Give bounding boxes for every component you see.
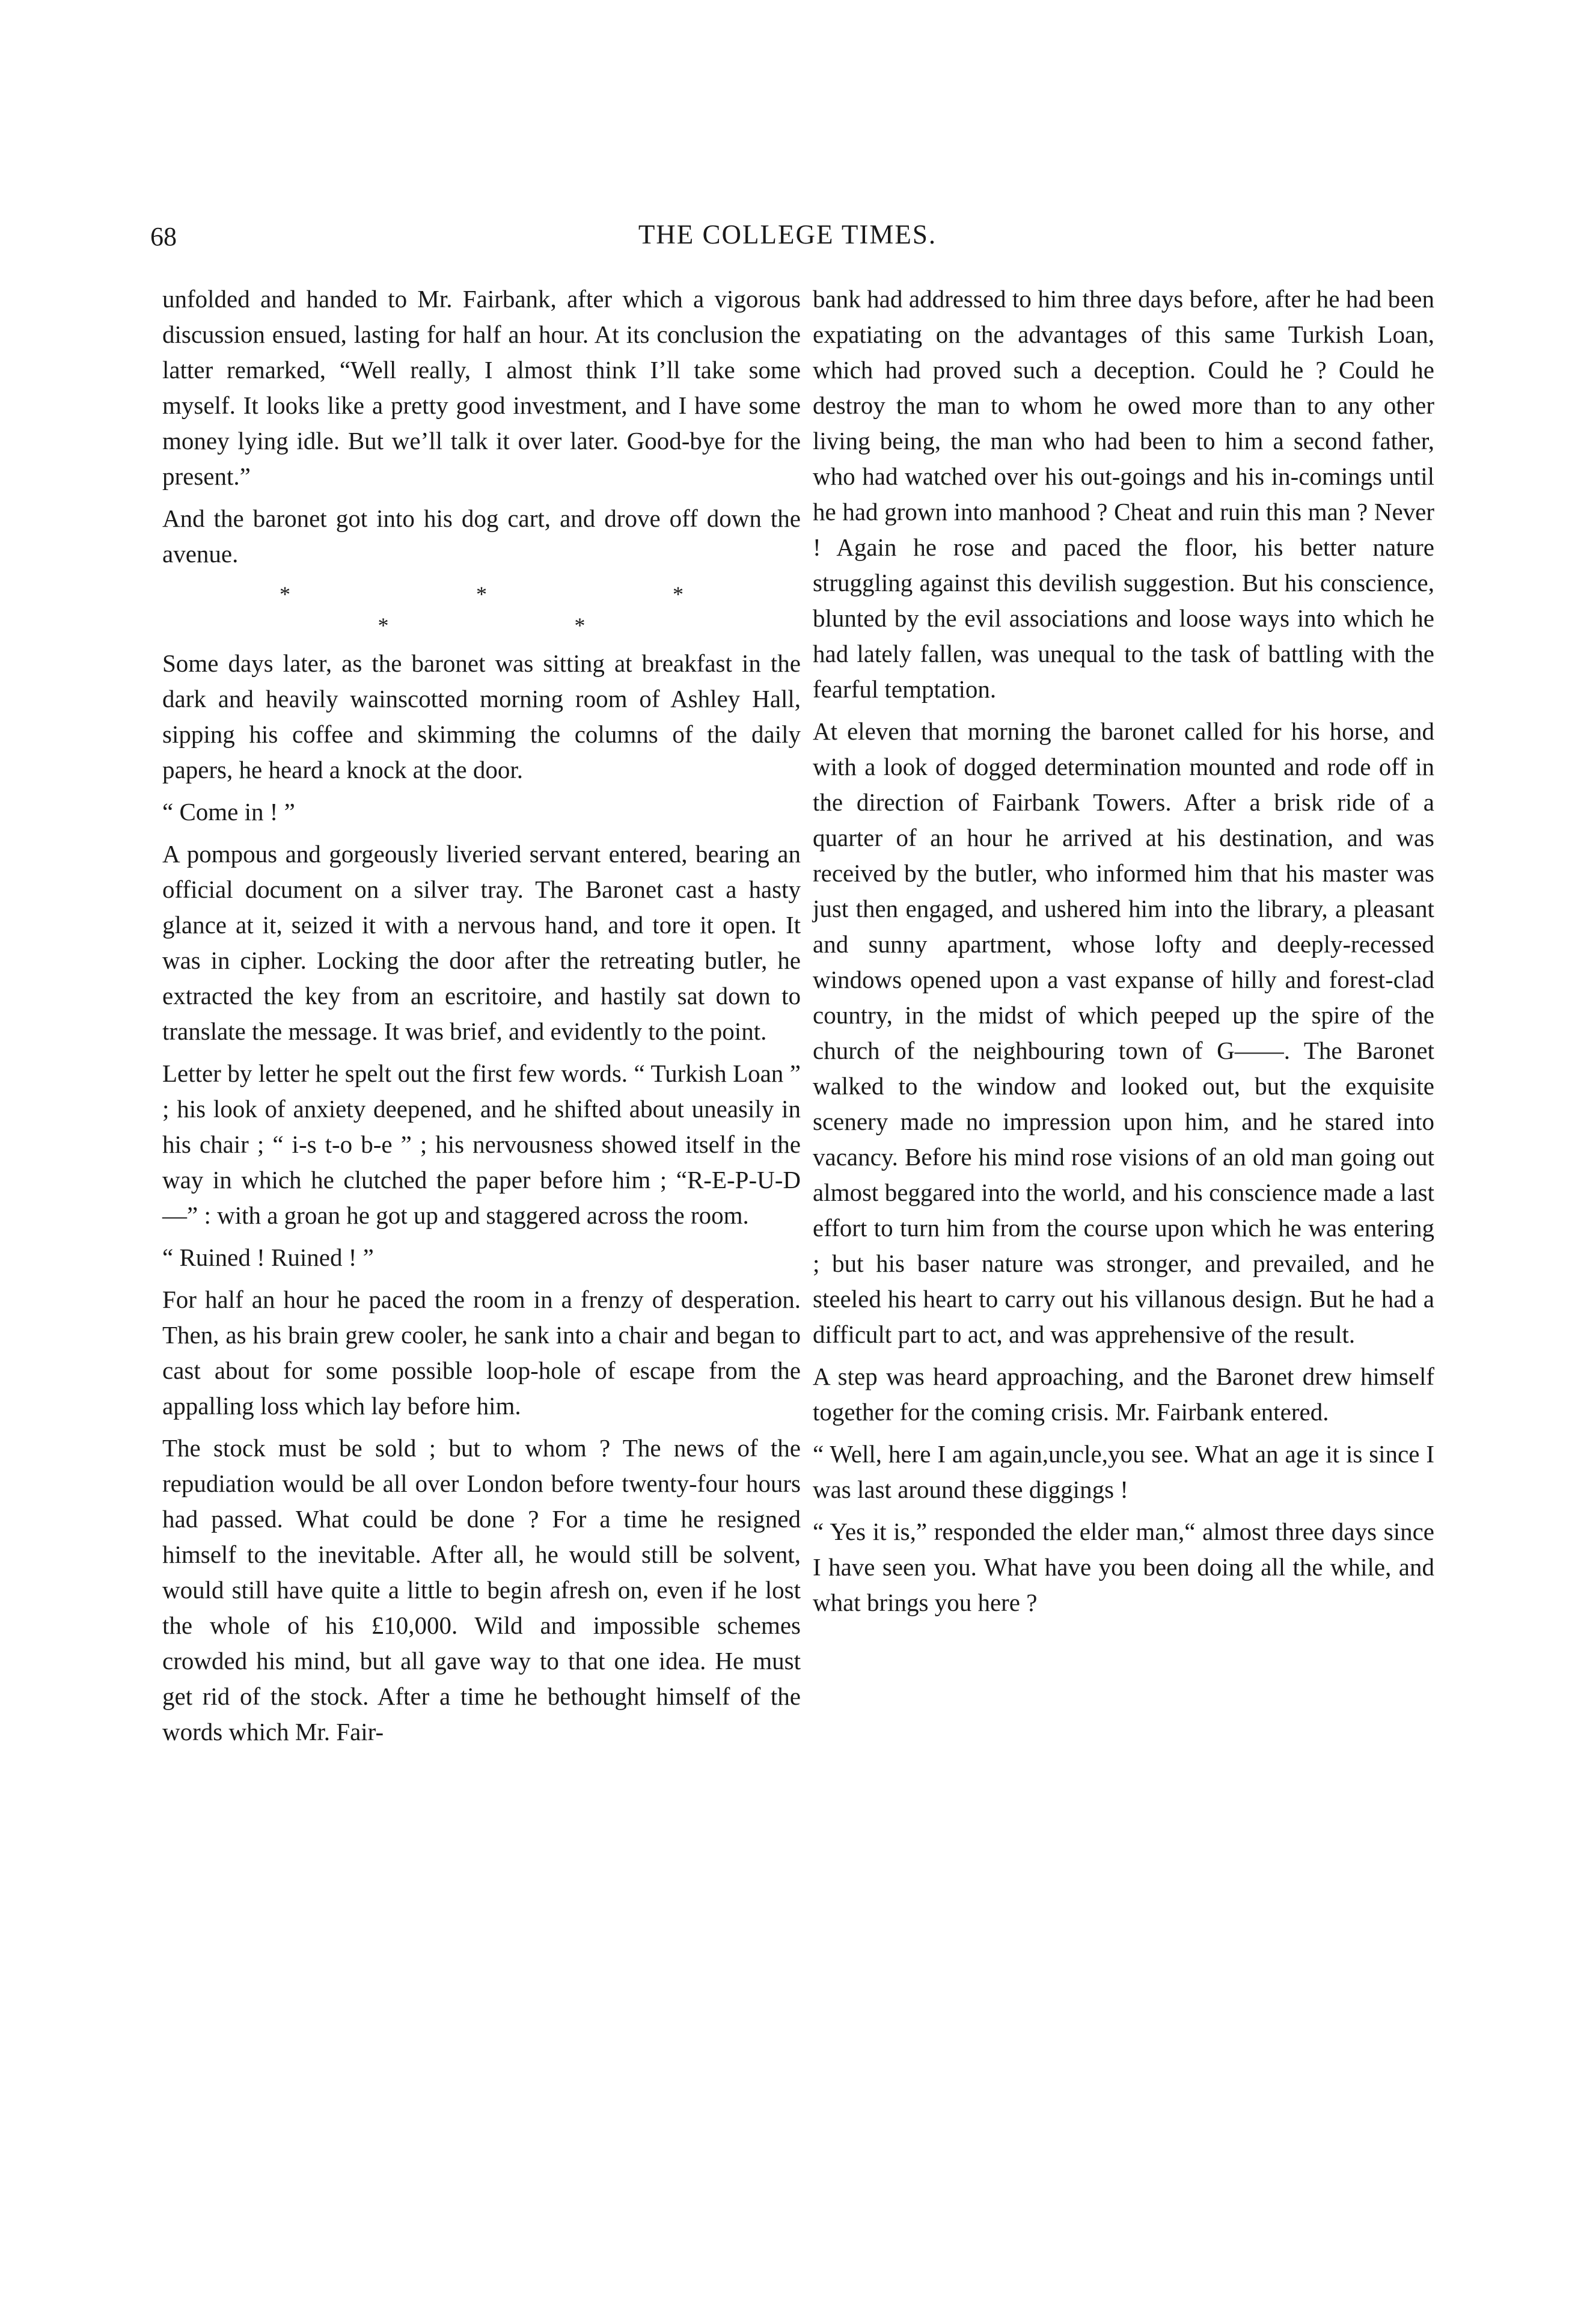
paragraph: “ Ruined ! Ruined ! ” [162,1243,374,1271]
paragraph: The stock must be sold ; but to whom ? The news of the repudiation would be all over London before twenty-four hours had passed. What could be done ? For a time he resigned himself to the inevitable. After all, he would still be solvent, would still have quite a little to begin afresh on, even if he lost the whole of his £10,000. Wild and impossible schemes crowded his mind, but all gave way to that one idea. He must get rid of the stock. After a time he bethought himself of the words which Mr. Fair- [162,1434,801,1746]
paragraph: “ Well, here I am again,uncle,you see. What an age it is since I was last around these diggings ! [813,1440,1434,1503]
right-column [813,281,1434,1627]
paragraph: At eleven that morning the baronet called for his horse, and with a look of dogged determination mounted and rode off in the direction of Fairbank Towers. After a brisk ride of a quarter of an hour he arrived at his destination, and was received by the butler, who informed him that his master was just then engaged, and ushered him into the library, a pleasant and sunny apartment, whose lofty and deeply-recessed windows opened upon a vast expanse of hilly and forest-clad country, in the midst of which peeped up the spire of the church of the neighbouring town of G——. The Baronet walked to the window and looked out, but the exquisite scenery made no impression upon him, and he stared into vacancy. Before his mind rose visions of an old man going out almost beggared into the world, and his conscience made a last effort to turn him from the course upon which he was entering ; but his baser nature was stronger, and prevailed, and he steeled his heart to carry out his villanous design. But he had a difficult part to act, and was apprehensive of the result. [813,717,1434,1348]
paragraph: Some days later, as the baronet was sitting at breakfast in the dark and heavily wainscotted morning room of Ashley Hall, sipping his coffee and skimming the columns of the daily papers, he heard a knock at the door. [162,649,801,783]
paragraph: And the baronet got into his dog cart, and drove off down the avenue. [162,504,801,568]
paragraph: A pompous and gorgeously liveried servant entered, bearing an official document on a silver tray. The Baronet cast a hasty glance at it, seized it with a nervous hand, and tore it open. It was in cipher. Locking the door after the retreating butler, he extracted the key from an escritoire, and hastily sat down to translate the message. It was brief, and evidently to the point. [162,840,801,1045]
paragraph: “ Come in ! ” [162,798,295,826]
paragraph: “ Yes it is,” responded the elder man,“ almost three days since I have seen you. What have you been doing all the while, and what brings you here ? [813,1518,1434,1616]
paragraph: Letter by letter he spelt out the first few words. “ Turkish Loan ” ; his look of anxiety deepened, and he shifted about uneasily in his chair ; “ i-s t-o b-e ” ; his nervousness showed itself in the way in which he clutched the paper before him ; “R-E-P-U-D—” : with a groan he got up and staggered across the room. [162,1059,801,1229]
page-number: 68 [150,222,177,251]
running-head: THE COLLEGE TIMES. [638,219,937,250]
paragraph: For half an hour he paced the room in a frenzy of desperation. Then, as his brain grew cooler, he sank into a chair and began to cast about for some possible loop-hole of escape from the appalling loss which lay before him. [162,1286,801,1420]
paragraph: unfolded and handed to Mr. Fairbank, after which a vigorous discussion ensued, lasting for half an hour. At its conclusion the latter remarked, “Well really, I almost think I’ll take some myself. It looks like a pretty good investment, and I have some money lying idle. But we’ll talk it over later. Good-bye for the present.” [162,285,801,490]
paragraph: bank had addressed to him three days before, after he had been expatiating on the advantages of this same Turkish Loan, which had proved such a deception. Could he ? Could he destroy the man to whom he owed more than to any other living being, the man who had been to him a second father, who had watched over his out-goings and his in-comings until he had grown into manhood ? Cheat and ruin this man ? Never ! Again he rose and paced the floor, his better nature struggling against this devilish suggestion. But his conscience, blunted by the evil associations and loose ways into which he had lately fallen, was unequal to the task of battling with the fearful temptation. [813,285,1434,703]
section-break-ornament: * * * * * [280,582,774,637]
left-column [162,281,801,1756]
paragraph: A step was heard approaching, and the Baronet drew himself together for the coming crisis. Mr. Fairbank entered. [813,1363,1434,1426]
